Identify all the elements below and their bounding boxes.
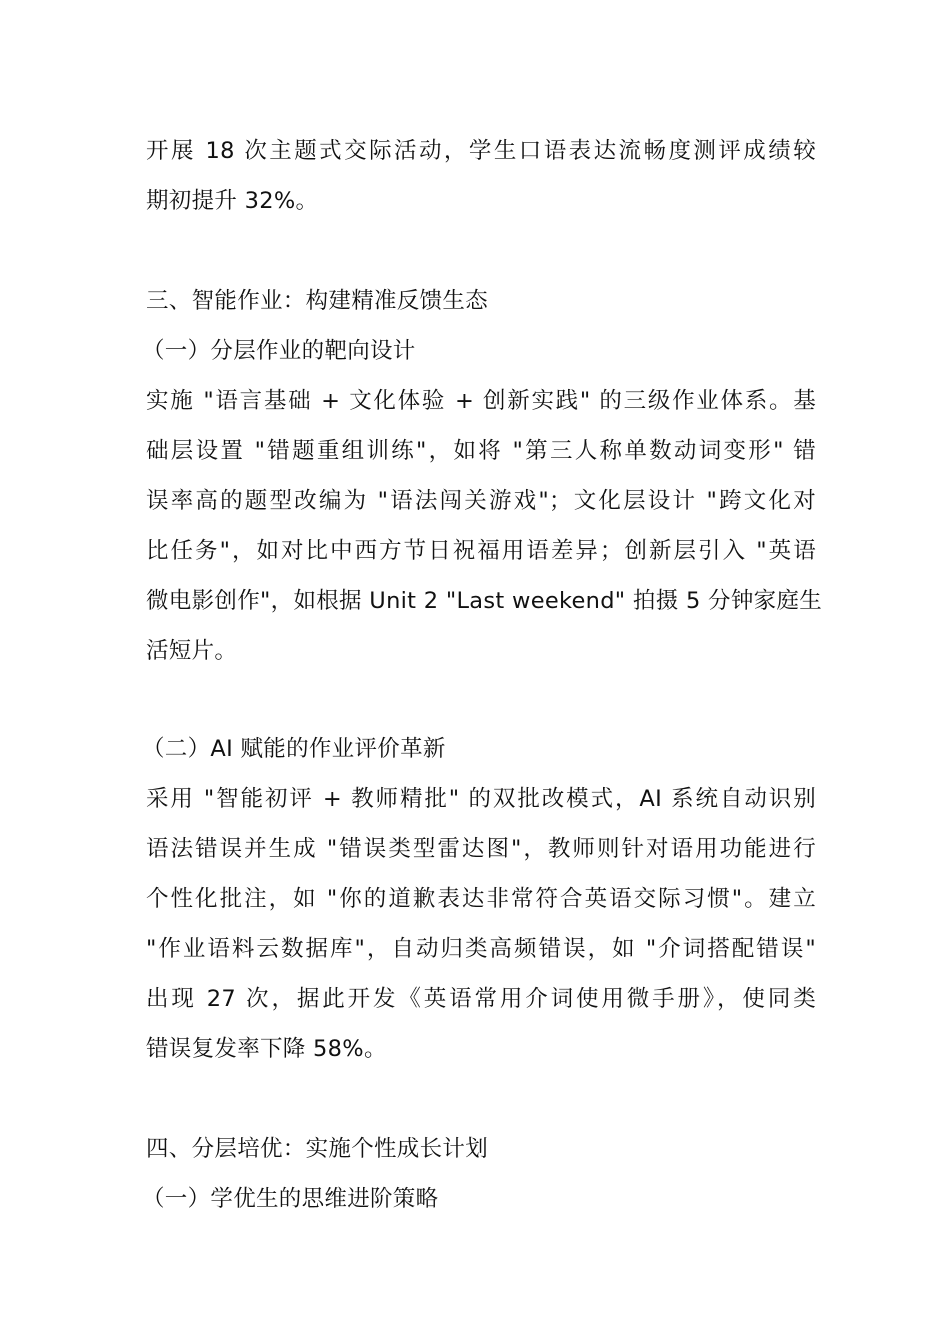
- paragraph-line: 语法错误并生成 "错误类型雷达图"，教师则针对语用功能进行: [146, 836, 816, 862]
- paragraph-line: 期初提升 32%。: [146, 188, 319, 214]
- section-heading: 三、智能作业：构建精准反馈生态: [146, 288, 489, 314]
- paragraph-line: 础层设置 "错题重组训练"，如将 "第三人称单数动词变形" 错: [146, 438, 816, 464]
- paragraph-line: 微电影创作"，如根据 Unit 2 "Last weekend" 拍摄 5 分钟家庭生: [146, 588, 823, 614]
- subsection-heading: （一）学优生的思维进阶策略: [142, 1186, 439, 1212]
- paragraph-line: 错误复发率下降 58%。: [146, 1036, 387, 1062]
- paragraph-line: 个性化批注，如 "你的道歉表达非常符合英语交际习惯"。建立: [146, 886, 816, 912]
- paragraph-line: "作业语料云数据库"，自动归类高频错误，如 "介词搭配错误": [146, 936, 816, 962]
- paragraph-line: 开展 18 次主题式交际活动，学生口语表达流畅度测评成绩较: [146, 138, 816, 164]
- paragraph-line: 实施 "语言基础 + 文化体验 + 创新实践" 的三级作业体系。基: [146, 388, 816, 414]
- paragraph-line: 比任务"，如对比中西方节日祝福用语差异；创新层引入 "英语: [146, 538, 816, 564]
- subsection-heading: （一）分层作业的靶向设计: [142, 338, 416, 364]
- subsection-heading: （二）AI 赋能的作业评价革新: [142, 736, 446, 762]
- paragraph-line: 出现 27 次，据此开发《英语常用介词使用微手册》，使同类: [146, 986, 816, 1012]
- paragraph-line: 误率高的题型改编为 "语法闯关游戏"；文化层设计 "跨文化对: [146, 488, 816, 514]
- paragraph-line: 活短片。: [146, 638, 238, 664]
- paragraph-line: 采用 "智能初评 + 教师精批" 的双批改模式，AI 系统自动识别: [146, 786, 816, 812]
- section-heading: 四、分层培优：实施个性成长计划: [146, 1136, 489, 1162]
